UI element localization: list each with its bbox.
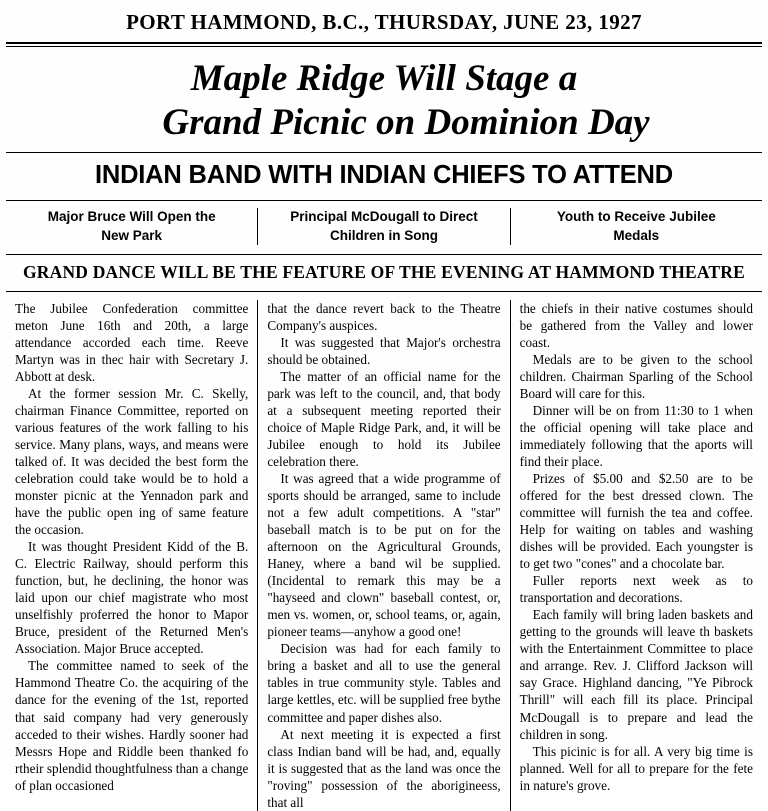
banner-headline: GRAND DANCE WILL BE THE FEATURE OF THE EVENING AT HAMMOND THEATRE bbox=[22, 261, 746, 282]
deck-heading-3 bbox=[510, 208, 762, 244]
paragraph: Fuller reports next week as to transportation and decorations. bbox=[519, 573, 753, 606]
main-headline bbox=[6, 47, 762, 150]
masthead-rule-thick bbox=[6, 42, 762, 44]
article-column-3 bbox=[510, 300, 762, 811]
article-column-1 bbox=[6, 300, 257, 811]
deck-heading-2 bbox=[257, 208, 509, 244]
masthead-dateline: PORT HAMMOND, B.C., THURSDAY, JUNE 23, 1927 bbox=[126, 10, 642, 34]
paragraph: The matter of an official name for the park was left to the council, and, that body at a subsequent meeting reported their choice of Maple Ridge Park, and, it will be Jubilee enough to hold its Jubilee celebration there. bbox=[267, 368, 501, 470]
main-headline-line-1: Maple Ridge Will Stage a bbox=[190, 58, 578, 99]
paragraph: The committee named to seek of the Hammond Theatre Co. the acquiring of the dance for the evening of the 1st, reported that said company had very generously acceded to their wishes. Hardly sooner had Messrs Hope and Riddle been thanked fo rtheir splendid thoughtfulness than a change of plan occasioned bbox=[15, 658, 249, 793]
sub-headline: INDIAN BAND WITH INDIAN CHIEFS TO ATTEND bbox=[94, 161, 673, 190]
deck-headings bbox=[6, 201, 762, 251]
paragraph: The Jubilee Confederation committee meton June 16th and 20th, a large attendance accorded each time. Reeve Martyn was in thec hair with Secretary J. Abbott at desk. bbox=[15, 300, 249, 384]
paragraph: At next meeting it is expected a first class Indian band will be had, and, equally it is suggested that as the land was once the "roving" possession of the aborigineess, that all bbox=[267, 726, 501, 810]
paragraph: Dinner will be on from 11:30 to 1 when the official opening will take place and immediately following that the aports will find their place. bbox=[519, 402, 753, 470]
banner-rule bbox=[6, 291, 762, 292]
deck-2-line-1: Principal McDougall to Direct bbox=[290, 209, 478, 225]
deck-heading-1 bbox=[6, 208, 257, 244]
main-headline-line-2: Grand Picnic on Dominion Day bbox=[162, 101, 650, 143]
article-body bbox=[6, 300, 762, 811]
article-column-2 bbox=[257, 300, 509, 811]
deck-1-line-2: New Park bbox=[101, 227, 163, 243]
paragraph: Prizes of $5.00 and $2.50 are to be offered for the best dressed clown. The committee will furnish the tea and coffee. Help for waiting on tables and washing dishes will be provided. Each youngster is to get two "cones" and a chocolate bar. bbox=[519, 471, 753, 572]
paragraph: At the former session Mr. C. Skelly, chairman Finance Committee, reported on various features of the work falling to his service. Many plans, ways, and means were talked of. It was decided the best form the celebration could take would be to hold a monster picnic at the Yennadon park and have the public open ing of same feature the occasion. bbox=[15, 385, 249, 538]
paragraph: Medals are to be given to the school children. Chairman Sparling of the School Board will care for this. bbox=[519, 351, 753, 401]
paragraph: It was suggested that Major's orchestra should be obtained. bbox=[267, 334, 501, 367]
paragraph: This picinic is for all. A very big time is planned. Well for all to prepare for the fete in nature's grove. bbox=[519, 743, 753, 793]
paragraph: Each family will bring laden baskets and getting to the grounds will leave th baskets with the Entertainment Committee to place and arrange. Rev. J. Clifford Jackson will say Grace. Highland dancing, "Ye Pibrock Thrill" will each fill its place. Principal McDougall is to prepare and lead the children in song. bbox=[519, 607, 753, 742]
deck-3-line-2: Medals bbox=[613, 227, 660, 243]
paragraph: It was thought President Kidd of the B. C. Electric Railway, should perform this function, but, he declining, the honor was laid upon our chief magistrate who most unselfishly proferred the honor to Mapor Bruce, president of the Returned Men's Association. Major Bruce accepted. bbox=[15, 539, 249, 657]
paragraph: It was agreed that a wide programme of sports should be arranged, same to include not a few adult competitions. A "star" baseball match is to be put on for the afternoon on the Agricultural Grounds, Haney, where a band wil be supplied. (Incidental to remark this may be a "hayseed and clown" baseball contest, or, men vs. women, or, school teams, or, again, pioneer teams—anyhow a good one! bbox=[267, 471, 501, 640]
deck-1-line-1: Major Bruce Will Open the bbox=[47, 209, 216, 225]
deck-3-line-1: Youth to Receive Jubilee bbox=[556, 209, 716, 225]
paragraph: the chiefs in their native costumes should be gathered from the Valley and lower coast. bbox=[519, 300, 753, 350]
paragraph: that the dance revert back to the Theatre Company's auspices. bbox=[267, 300, 501, 333]
paragraph: Decision was had for each family to bring a basket and all to use the general tables in true community style. Tables and large kettles, etc. will be supplied free bythe committee and paper dishes also. bbox=[267, 641, 501, 725]
deck-2-line-2: Children in Song bbox=[329, 227, 438, 243]
